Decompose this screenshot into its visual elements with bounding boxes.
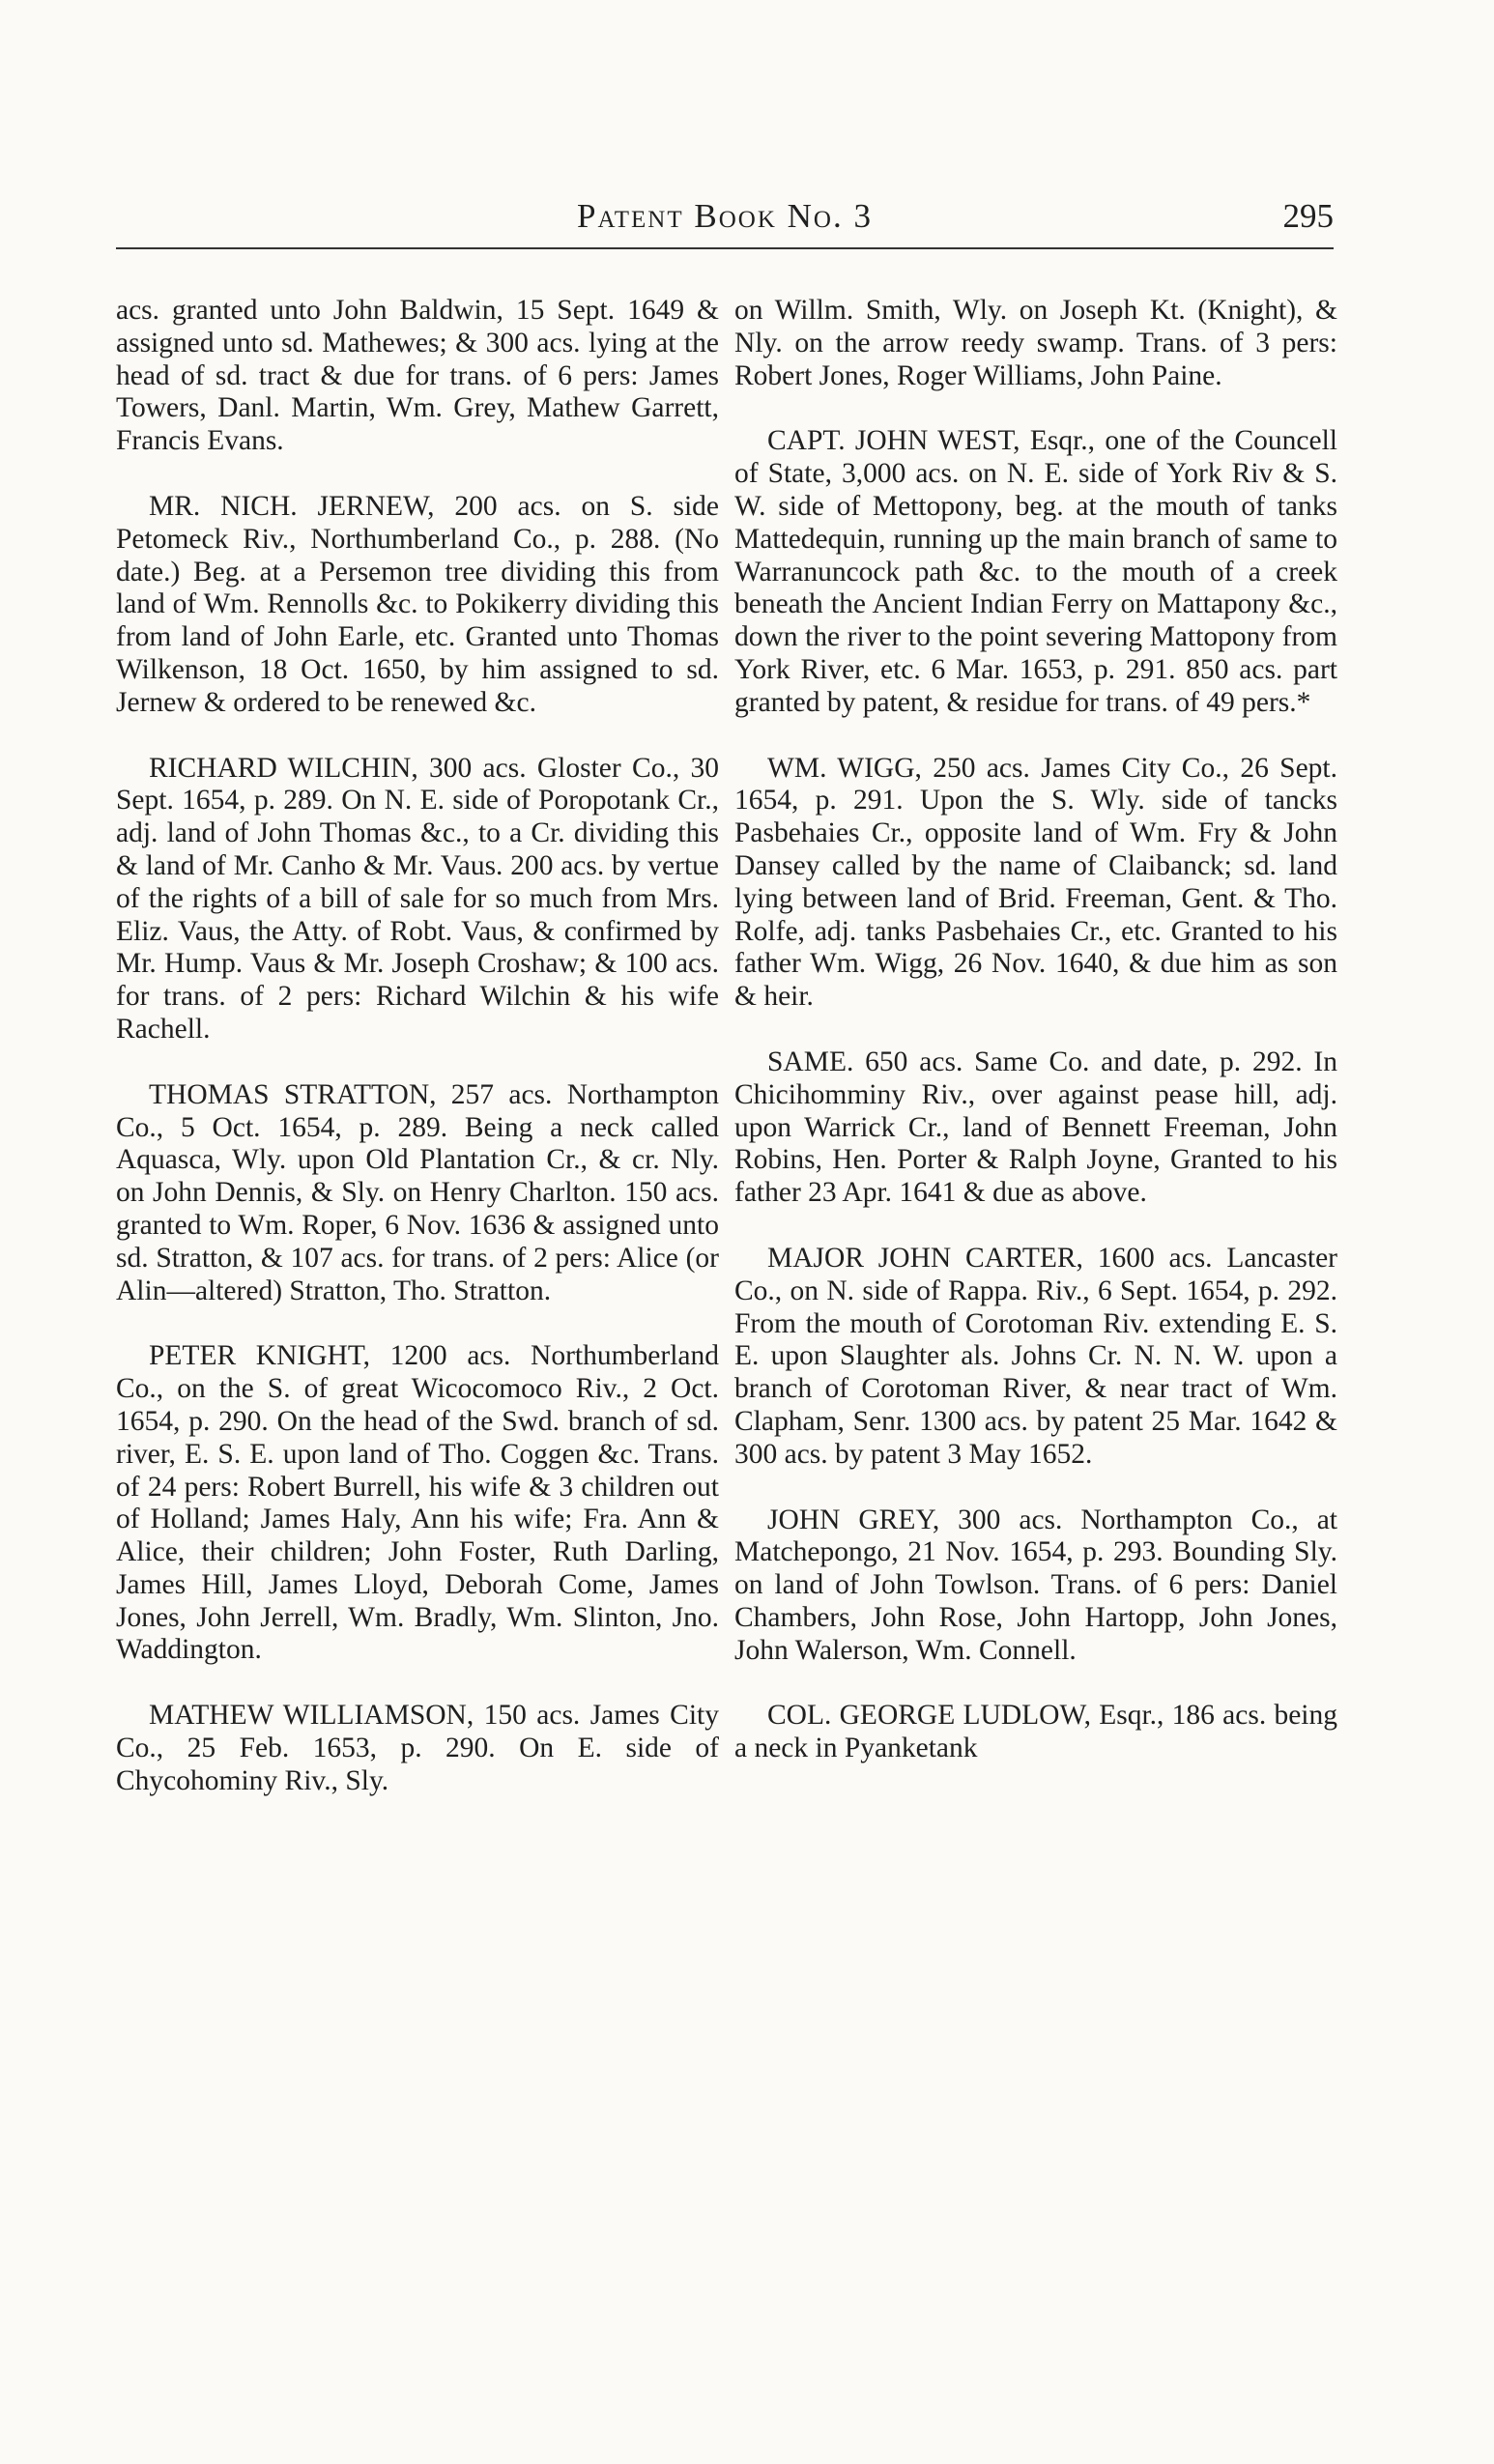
entry-paragraph: MAJOR JOHN CARTER, 1600 acs. Lancaster Co., on N. side of Rappa. Riv., 6 Sept. 1654, p. 292. From the mouth of Corotoman Riv. extending E. S. E. upon Slaughter als. Johns Cr. N. N. W. upon a branch of Corotoman River, & near tract of Wm. Clapham, Senr. 1300 acs. by patent 25 Mar. 1642 & 300 acs. by patent 3 May 1652. bbox=[734, 1242, 1337, 1470]
right-column bbox=[734, 295, 1337, 1798]
entry-paragraph: SAME. 650 acs. Same Co. and date, p. 292. In Chicihomminy Riv., over against pease hill, adj. upon Warrick Cr., land of Bennett Freeman, John Robins, Hen. Porter & Ralph Joyne, Granted to his father 23 Apr. 1641 & due as above. bbox=[734, 1046, 1337, 1209]
entry-paragraph: CAPT. JOHN WEST, Esqr., one of the Councell of State, 3,000 acs. on N. E. side of York Riv & S. W. side of Mettopony, beg. at the mouth of tanks Mattedequin, running up the main branch of same to Warranuncock path &c. to the mouth of a creek beneath the Ancient Indian Ferry on Mattapony &c., down the river to the point severing Mattopony from York River, etc. 6 Mar. 1653, p. 291. 850 acs. part granted by patent, & residue for trans. of 49 pers.* bbox=[734, 425, 1337, 718]
entry-paragraph: acs. granted unto John Baldwin, 15 Sept. 1649 & assigned unto sd. Mathewes; & 300 acs. lying at the head of sd. tract & due for trans. of 6 pers: James Towers, Danl. Martin, Wm. Grey, Mathew Garrett, Francis Evans. bbox=[116, 295, 719, 457]
running-title: Patent Book No. 3 bbox=[577, 197, 873, 235]
entry-paragraph: JOHN GREY, 300 acs. Northampton Co., at Matchepongo, 21 Nov. 1654, p. 293. Bounding Sly. on land of John Towlson. Trans. of 6 pers: Daniel Chambers, John Rose, John Hartopp, John Jones, John Walerson, Wm. Connell. bbox=[734, 1504, 1337, 1666]
entry-paragraph: COL. GEORGE LUDLOW, Esqr., 186 acs. being a neck in Pyanketank bbox=[734, 1700, 1337, 1764]
page-number: 295 bbox=[1282, 197, 1334, 235]
entry-paragraph: MATHEW WILLIAMSON, 150 acs. James City Co., 25 Feb. 1653, p. 290. On E. side of Chycohominy Riv., Sly. bbox=[116, 1700, 719, 1796]
entry-paragraph: MR. NICH. JERNEW, 200 acs. on S. side Petomeck Riv., Northumberland Co., p. 288. (No date.) Beg. at a Persemon tree dividing this from land of Wm. Rennolls &c. to Pokikerry dividing this from land of John Earle, etc. Granted unto Thomas Wilkenson, 18 Oct. 1650, by him assigned to sd. Jernew & ordered to be renewed &c. bbox=[116, 490, 719, 718]
entry-paragraph: WM. WIGG, 250 acs. James City Co., 26 Sept. 1654, p. 291. Upon the S. Wly. side of tancks Pasbehaies Cr., opposite land of Wm. Fry & John Dansey called by the name of Claibanck; sd. land lying between land of Brid. Freeman, Gent. & Tho. Rolfe, adj. tanks Pasbehaies Cr., etc. Granted to his father Wm. Wigg, 26 Nov. 1640, & due him as son & heir. bbox=[734, 752, 1337, 1013]
left-column bbox=[116, 295, 719, 1831]
entry-paragraph: on Willm. Smith, Wly. on Joseph Kt. (Knight), & Nly. on the arrow reedy swamp. Trans. of 3 pers: Robert Jones, Roger Williams, John Paine. bbox=[734, 295, 1337, 391]
page-header bbox=[116, 193, 1334, 249]
entry-paragraph: PETER KNIGHT, 1200 acs. Northumberland Co., on the S. of great Wicocomoco Riv., 2 Oct. 1654, p. 290. On the head of the Swd. branch of sd. river, E. S. E. upon land of Tho. Coggen &c. Trans. of 24 pers: Robert Burrell, his wife & 3 children out of Holland; James Haly, Ann his wife; Fra. Ann & Alice, their children; John Foster, Ruth Darling, James Hill, James Lloyd, Deborah Come, James Jones, John Jerrell, Wm. Bradly, Wm. Slinton, Jno. Waddington. bbox=[116, 1340, 719, 1666]
entry-paragraph: RICHARD WILCHIN, 300 acs. Gloster Co., 30 Sept. 1654, p. 289. On N. E. side of Poropotank Cr., adj. land of John Thomas &c., to a Cr. dividing this & land of Mr. Canho & Mr. Vaus. 200 acs. by vertue of the rights of a bill of sale for so much from Mrs. Eliz. Vaus, the Atty. of Robt. Vaus, & confirmed by Mr. Hump. Vaus & Mr. Joseph Croshaw; & 100 acs. for trans. of 2 pers: Richard Wilchin & his wife Rachell. bbox=[116, 752, 719, 1045]
entry-paragraph: THOMAS STRATTON, 257 acs. Northampton Co., 5 Oct. 1654, p. 289. Being a neck called Aquasca, Wly. upon Old Plantation Cr., & cr. Nly. on John Dennis, & Sly. on Henry Charlton. 150 acs. granted to Wm. Roper, 6 Nov. 1636 & assigned unto sd. Stratton, & 107 acs. for trans. of 2 pers: Alice (or Alin—altered) Stratton, Tho. Stratton. bbox=[116, 1078, 719, 1306]
